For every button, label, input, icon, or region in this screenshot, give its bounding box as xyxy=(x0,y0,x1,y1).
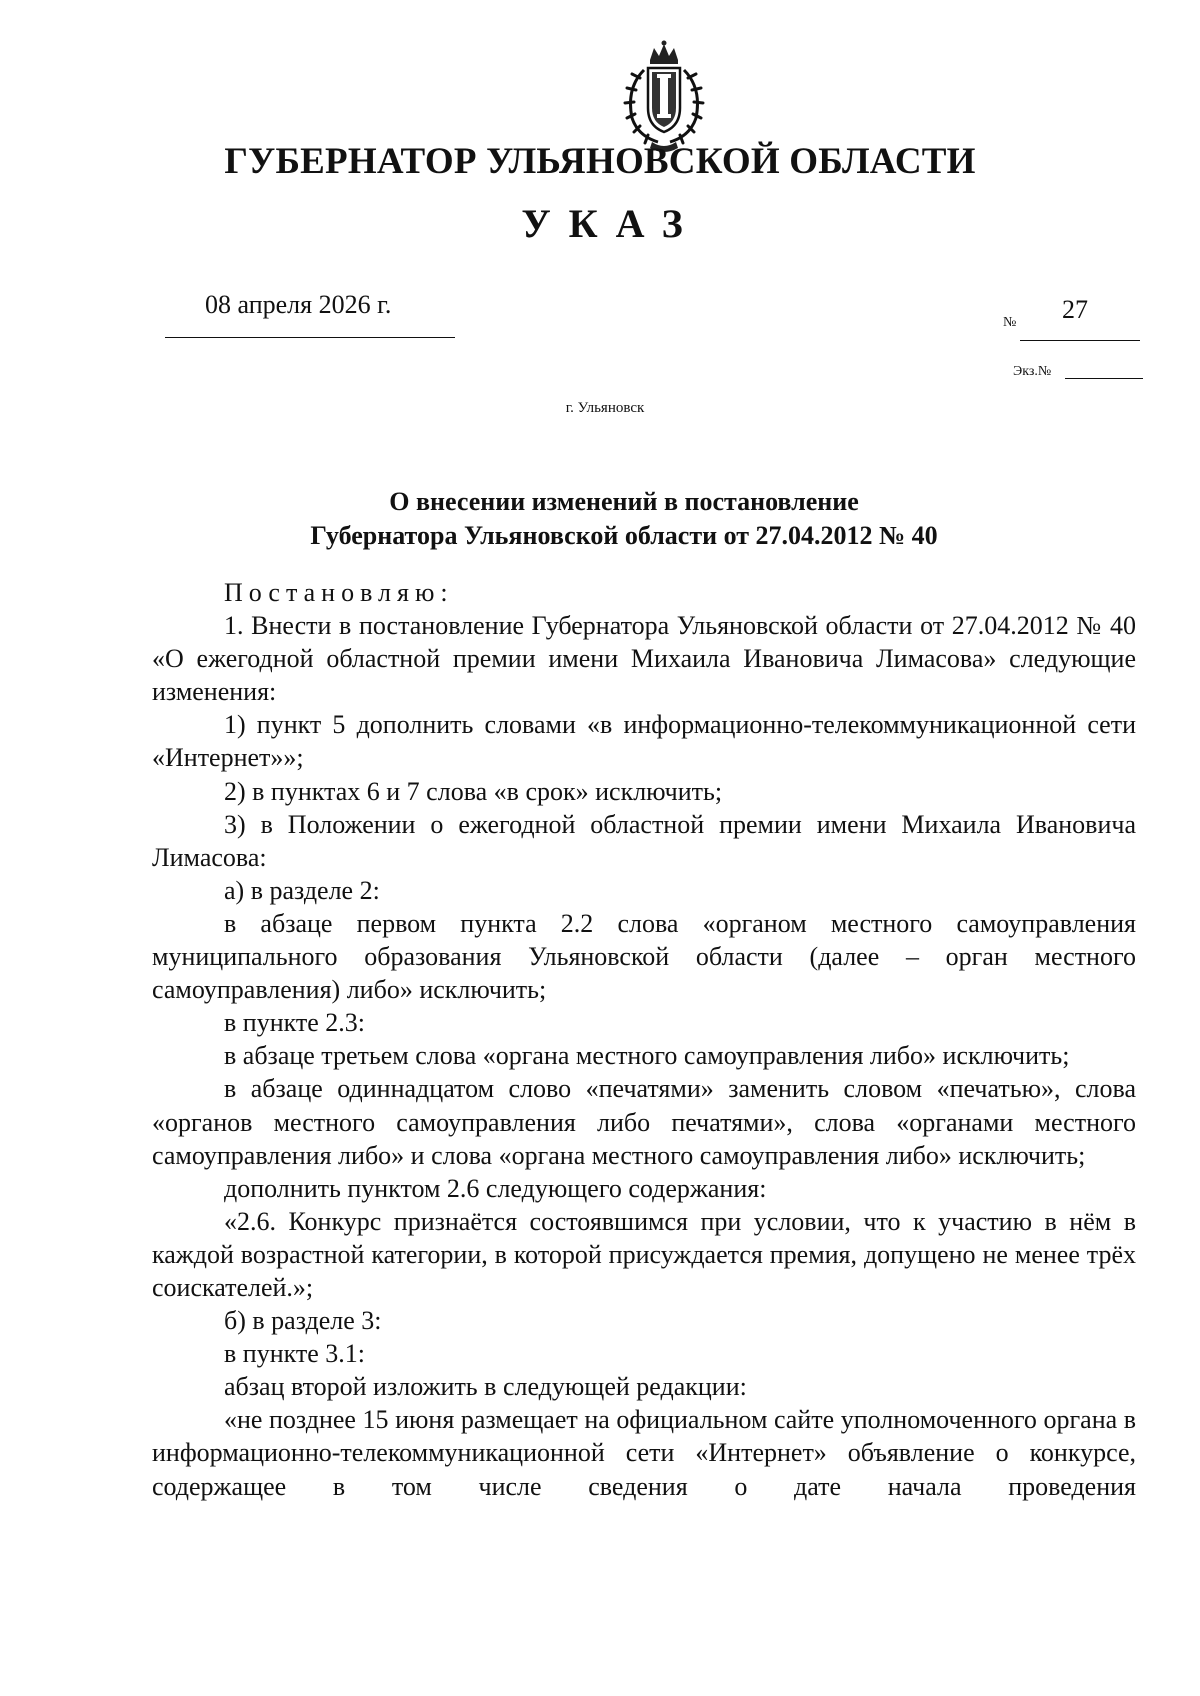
copy-number-underline xyxy=(1065,378,1143,379)
paragraph: в пункте 2.3: xyxy=(224,1008,366,1038)
paragraph: в абзаце третьем слова «органа местного самоуправления либо» исключить; xyxy=(224,1041,1070,1071)
paragraph: 2) в пунктах 6 и 7 слова «в срок» исключить; xyxy=(224,776,723,806)
paragraph: а) в разделе 2: xyxy=(224,875,380,905)
document-body xyxy=(152,576,1136,1503)
copy-number-label: Экз.№ xyxy=(1013,364,1052,379)
city: г. Ульяновск xyxy=(565,400,645,416)
paragraph: в абзаце одиннадцатом слово «печатями» заменить словом «печатью», слова «органов местного самоуправления либо печатями», слова «органами местного самоуправления либо» и слова «органа местного самоуправления либо» исключить; xyxy=(152,1074,1136,1170)
date-underline xyxy=(165,337,455,338)
paragraph: дополнить пунктом 2.6 следующего содержания: xyxy=(224,1173,767,1203)
number-underline xyxy=(1020,340,1140,341)
heading-line-1: О внесении изменений в постановление xyxy=(389,487,859,516)
document-number: 27 xyxy=(1062,295,1088,324)
heading-line-2: Губернатора Ульяновской области от 27.04.2012 № 40 xyxy=(310,521,938,550)
document-heading xyxy=(0,485,1200,553)
paragraph: в пункте 3.1: xyxy=(224,1339,366,1369)
document-type: УКАЗ xyxy=(521,201,701,246)
paragraph: «не позднее 15 июня размещает на официальном сайте уполномоченного органа в информационно-телекоммуникационной сети «Интернет» объявление о конкурсе, содержащее в том числе сведения о дате начала проведения xyxy=(152,1405,1136,1501)
document-date: 08 апреля 2026 г. xyxy=(205,290,392,319)
paragraph: «2.6. Конкурс признаётся состоявшимся при условии, что к участию в нём в каждой возрастной категории, в которой присуждается премия, допущено не менее трёх соискателей.»; xyxy=(152,1206,1136,1302)
paragraph: 3) в Положении о ежегодной областной премии имени Михаила Ивановича Лимасова: xyxy=(152,809,1136,872)
paragraph: б) в разделе 3: xyxy=(224,1306,382,1336)
paragraph: в абзаце первом пункта 2.2 слова «органом местного самоуправления муниципального образования Ульяновской области (далее – орган местного самоуправления) либо» исключить; xyxy=(152,908,1136,1005)
paragraph-preamble: Постановляю: xyxy=(224,578,454,607)
number-label: № xyxy=(1003,315,1017,330)
paragraph: 1. Внести в постановление Губернатора Ульяновской области от 27.04.2012 № 40 «О ежегодной областной премии имени Михаила Ивановича Лимасова» следующие изменения: xyxy=(152,611,1136,707)
paragraph: абзац второй изложить в следующей редакции: xyxy=(224,1372,747,1402)
authority-title: ГУБЕРНАТОР УЛЬЯНОВСКОЙ ОБЛАСТИ xyxy=(224,141,976,182)
paragraph: 1) пункт 5 дополнить словами «в информационно-телекоммуникационной сети «Интернет»»; xyxy=(152,710,1136,773)
